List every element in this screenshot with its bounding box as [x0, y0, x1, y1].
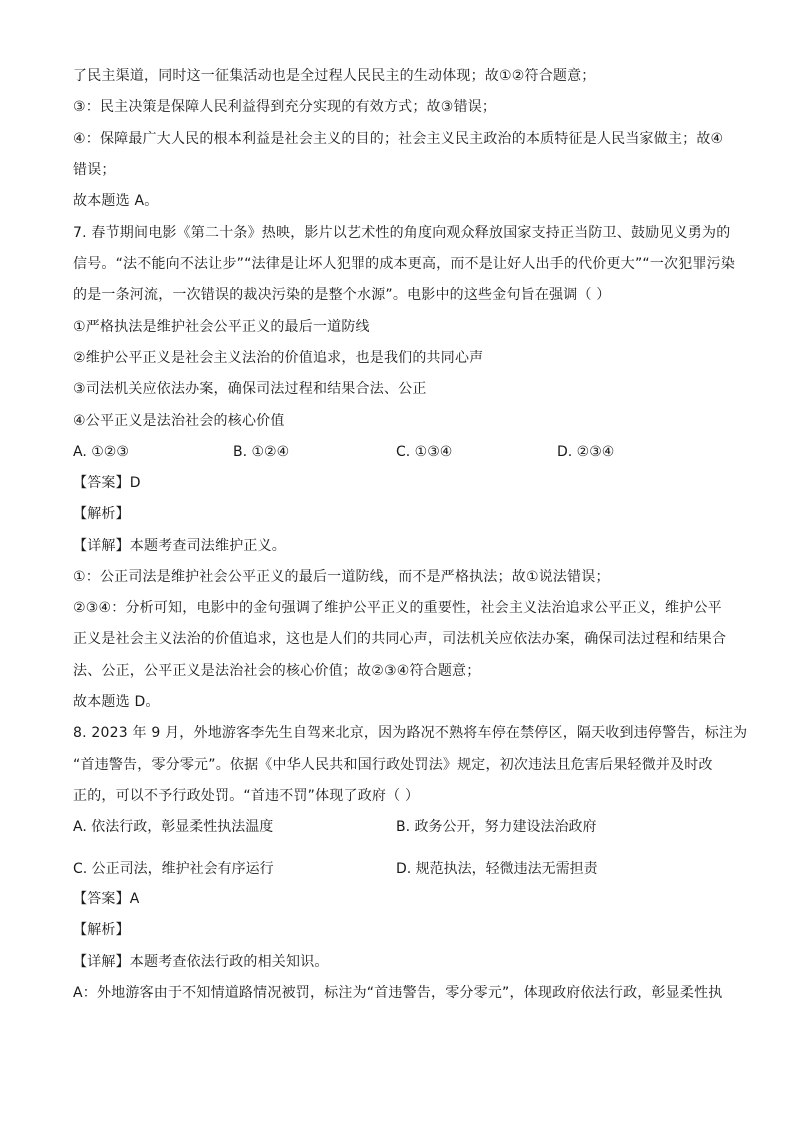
question-7-stem: 信号。“法不能向不法让步”“法律是让坏人犯罪的成本更高，而不是让好人出手的代价更大”“一次犯罪污染: [73, 256, 736, 272]
text-line: ③：民主决策是保障人民利益得到充分实现的有效方式；故③错误；: [73, 99, 497, 115]
q8-option-b: B. 政务公开，努力建设法治政府: [396, 819, 597, 835]
q7-option-b: B. ①②④: [233, 444, 290, 460]
q7-detail-line: 【详解】本题考查司法维护正义。: [73, 538, 286, 554]
q8-option-c: C. 公正司法，维护社会有序运行: [73, 861, 274, 877]
text-line: 故本题选 A。: [73, 193, 159, 209]
q7-detail-line: 故本题选 D。: [73, 694, 160, 710]
q8-option-a: A. 依法行政，彰显柔性执法温度: [73, 819, 274, 835]
q8-answer: 【答案】A: [73, 891, 140, 907]
question-7-stem: 7. 春节期间电影《第二十条》热映，影片以艺术性的角度向观众释放国家支持正当防卫、鼓励见义勇为的: [73, 225, 731, 241]
statement-3: ③司法机关应依法办案，确保司法过程和结果合法、公正: [73, 381, 427, 397]
question-7-stem: 的是一条河流，一次错误的裁决污染的是整个水源”。电影中的这些金句旨在强调（ ）: [73, 287, 611, 303]
text-line: ④：保障最广大人民的根本利益是社会主义的目的；社会主义民主政治的本质特征是人民当家做主；故④: [73, 131, 724, 147]
q7-detail-line: ①：公正司法是维护社会公平正义的最后一道防线，而不是严格执法；故①说法错误；: [73, 569, 610, 585]
text-line: 了民主渠道，同时这一征集活动也是全过程人民民主的生动体现；故①②符合题意；: [73, 68, 596, 84]
q7-detail-line: 法、公正，公平正义是法治社会的核心价值；故②③④符合题意；: [73, 663, 481, 679]
q7-analysis-label: 【解析】: [73, 506, 130, 522]
q7-option-d: D. ②③④: [557, 444, 615, 460]
question-8-stem: 正的，可以不予行政处罚。“首违不罚”体现了政府（ ）: [73, 788, 420, 804]
q7-detail-line: 正义是社会主义法治的价值追求，这也是人们的共同心声，司法机关应依法办案，确保司法过程和结果合: [73, 631, 727, 647]
q7-option-a: A. ①②③: [73, 444, 129, 460]
text-line: 错误；: [73, 162, 116, 178]
q8-detail-line: 【详解】本题考查依法行政的相关知识。: [73, 954, 329, 970]
q8-analysis-label: 【解析】: [73, 922, 130, 938]
q8-detail-line: A：外地游客由于不知情道路情况被罚，标注为“首违警告，零分零元”，体现政府依法行政，彰显柔性执: [73, 985, 723, 1001]
statement-4: ④公平正义是法治社会的核心价值: [73, 413, 285, 429]
q8-option-d: D. 规范执法，轻微违法无需担责: [396, 861, 598, 877]
statement-2: ②维护公平正义是社会主义法治的价值追求，也是我们的共同心声: [73, 350, 484, 366]
q7-detail-line: ②③④：分析可知，电影中的金句强调了维护公平正义的重要性，社会主义法治追求公平正义，维护公平: [73, 600, 722, 616]
q7-answer: 【答案】D: [73, 475, 141, 491]
question-8-stem: “首违警告，零分零元”。依据《中华人民共和国行政处罚法》规定，初次违法且危害后果轻微并及时改: [73, 757, 713, 773]
question-8-stem: 8. 2023 年 9 月，外地游客李先生自驾来北京，因为路况不熟将车停在禁停区，隔天收到违停警告，标注为: [73, 725, 748, 741]
statement-1: ①严格执法是维护社会公平正义的最后一道防线: [73, 319, 370, 335]
q7-option-c: C. ①③④: [396, 444, 453, 460]
